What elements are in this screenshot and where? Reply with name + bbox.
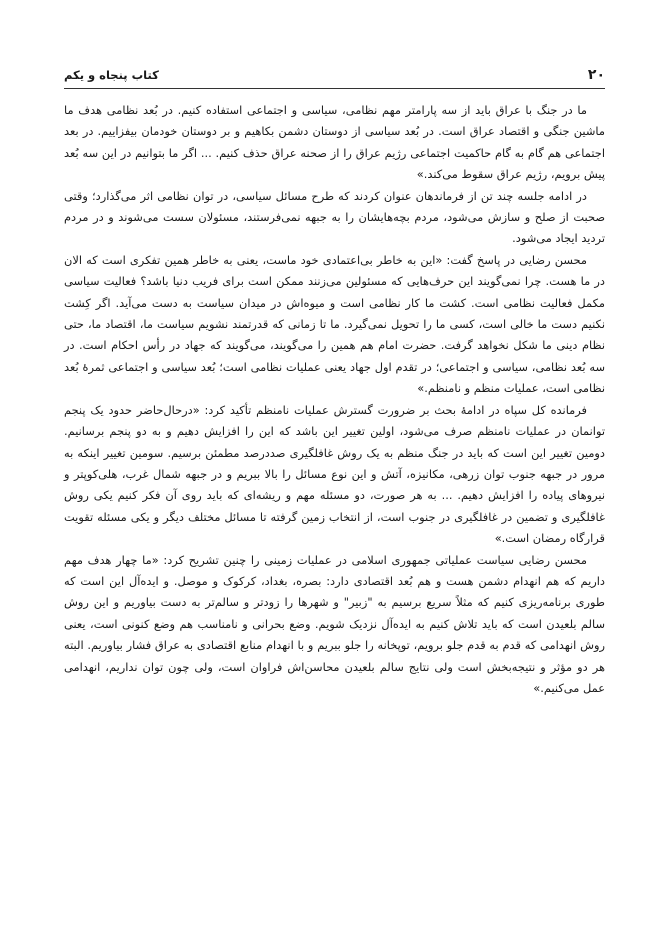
page-header [64, 66, 605, 88]
page-number: ۲۰ [587, 67, 605, 83]
header-divider [64, 88, 605, 89]
paragraph: محسن رضایی سیاست عملیاتی جمهوری اسلامی در عملیات زمینی را چنین تشریح کرد: «ما چهار هدف مهم داریم که هم انهدام دشمن هست و هم بُعد اقتصادی دارد: بصره، بغداد، کرکوک و موصل. و ایده‌آل این است که طوری برنامه‌ریزی کنیم که مثلاً سریع برسیم به "زبیر" و شهرها را زودتر و سالم‌تر به دست بیاوریم و این روش سالم بلعیدن است که باید تلاش کنیم به ایده‌آل نزدیک شویم. وضع بحرانی و نامناسب هم وضع کنونی است، یعنی روش انهدامی که قدم به قدم جلو برویم، توپخانه را جلو ببریم و با انهدام منابع اقتصادی به عراق فشار بیاوریم. البته هر دو مؤثر و نتیجه‌بخش است ولی نتایج سالم بلعیدن محاسن‌اش فراوان است، ولی چون توان نداریم، انهدامی عمل می‌کنیم.» [64, 552, 605, 695]
book-title: کتاب پنجاه و یکم [64, 68, 159, 82]
paragraph: در ادامه جلسه چند تن از فرماندهان عنوان کردند که طرح مسائل سیاسی، در توان نظامی اثر می‌گذارد؛ وقتی صحبت از صلح و سازش می‌شود، مردم بچه‌هایشان را به جبهه نمی‌فرستند، مسئولان سست می‌شوند و در مردم تردید ایجاد می‌شود. [64, 188, 605, 246]
body-text [64, 100, 605, 699]
paragraph: ما در جنگ با عراق باید از سه پارامتر مهم نظامی، سیاسی و اجتماعی استفاده کنیم. در بُعد نظامی هدف ما ماشین جنگی و اقتصاد عراق است. در بُعد سیاسی از دوستان دشمن بکاهیم و بر دوستان خودمان بیفزاییم. در بعد اجتماعی هم گام به گام حاکمیت اجتماعی رژیم عراق را از صحنه عراق حذف کنیم. ... اگر ما بتوانیم در این سه بُعد پیش برویم، رژیم عراق سقوط می‌کند.» [64, 103, 605, 182]
paragraph: محسن رضایی در پاسخ گفت: «این به خاطر بی‌اعتمادی خود ماست، یعنی به خاطر همین تفکری است که الان در ما هست. چرا نمی‌گویند این حرف‌هایی که مسئولین می‌زنند ممکن است برای فریب دنیا باشد؟ فعالیت سیاسی مکمل فعالیت نظامی است. کشت ما کار نظامی است و میوه‌اش در میدان سیاست به دست می‌آید. اگر کِشت نکنیم دست ما خالی است، کسی ما را تحویل نمی‌گیرد. ما تا زمانی که قدرتمند نشویم سیاست ما، اقتصاد ما، حتی نظام دینی ما شکل نخواهد گرفت. حضرت امام هم همین را می‌گویند، می‌گویند که جهاد در رأس احکام است. در سه بُعد نظامی، سیاسی و اجتماعی؛ در تقدم اول جهاد یعنی عملیات نظامی است؛ بُعد سیاسی و اجتماعی ثمرهٔ بُعد نظامی است، عملیات منظم و نامنظم.» [64, 252, 605, 396]
paragraph: فرمانده کل سپاه در ادامهٔ بحث بر ضرورت گسترش عملیات نامنظم تأکید کرد: «درحال‌حاضر حدود یک پنجم توانمان در عملیات نامنظم صرف می‌شود، اولین تغییر این باشد که این را افزایش دهیم و به دو پنجم برسانیم. دومین تغییر این است که باید در جنگ منظم به یک روش غافلگیری صددرصد مطمئن برسیم. سومین تغییر اینکه به مرور در جبهه جنوب توان زرهی، مکانیزه، آتش و این نوع مسائل را بالا ببریم و در جبهه شمال غرب، هلی‌کوپتر و نیروهای پیاده را افزایش دهیم. ... به هر صورت، دو مسئله مهم و ریشه‌ای که باید روی آن فکر کنیم یکی روش غافلگیری و تضمین در غافلگیری در جنوب است، از انتخاب زمین گرفته تا مسائل مختلف دیگر و یکی مسئله تقویت قرارگاه رمضان است.» [64, 402, 605, 546]
